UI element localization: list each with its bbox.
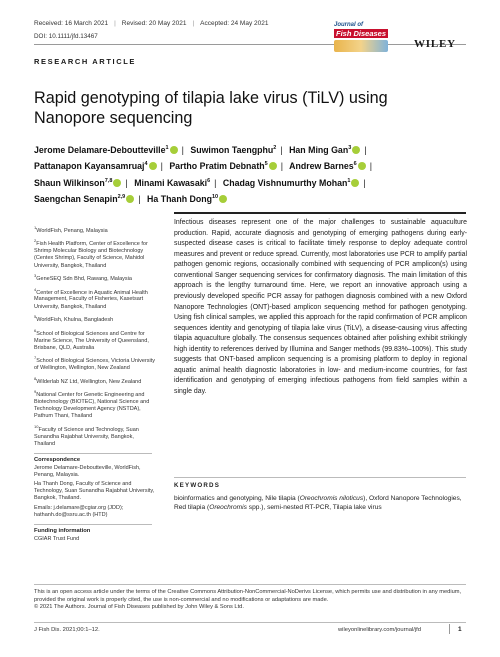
journal-reference: J Fish Dis. 2021;00:1–12. <box>34 627 100 633</box>
revised-date: Revised: 20 May 2021 <box>121 20 187 27</box>
funding-text: CGIAR Trust Fund <box>34 535 80 542</box>
affiliation: $^1$WorldFish, Penang, Malaysia <box>34 225 108 234</box>
article-type: RESEARCH ARTICLE <box>34 57 136 66</box>
orcid-icon[interactable] <box>149 162 157 170</box>
author: Partho Pratim Debnath$^5$ <box>169 161 276 171</box>
keywords: bioinformatics and genotyping, Nile tilapia (Oreochromis niloticus), Oxford Nanopore Technologies, Red tilapia (Oreochromis spp.), semi-nested RT-PCR, Tilapia lake virus <box>174 495 462 511</box>
author: Saengchan Senapin$^{2,9}$ <box>34 194 134 204</box>
keywords-heading: KEYWORDS <box>174 482 221 489</box>
correspondence-text: Jerome Delamare-Deboutteville, WorldFish, Penang, Malaysia. <box>34 465 141 479</box>
license-statement: This is an open access article under the terms of the Creative Commons Attribution-NonCommercial-NoDerivs License, which permits use and distribution in any medium, provided the original work is properly cited, the use is non-commercial and no modifications or adaptations are made. <box>34 589 462 603</box>
journal-logo <box>332 20 396 56</box>
funding-heading: Funding information <box>34 527 91 534</box>
affiliation: $^9$National Center for Genetic Engineering and Biotechnology (BIOTEC), National Science and Technology Development Agency (NSTDA), Pathum Thani, Thailand <box>34 389 150 420</box>
affiliation: $^4$Center of Excellence in Aquatic Animal Health Management, Faculty of Fisheries, Kasetsart University, Bangkok, Thailand <box>34 286 148 310</box>
affiliation: $^{10}$Faculty of Science and Technology, Suan Sunandha Rajabhat University, Bangkok, Thailand <box>34 423 139 447</box>
abstract-divider <box>174 212 466 214</box>
publisher-logo: WILEY <box>414 38 456 50</box>
affiliation: $^6$School of Biological Sciences and Centre for Marine Science, The University of Queensland, Brisbane, QLD, Australia <box>34 327 149 351</box>
copyright-statement: © 2021 The Authors. Journal of Fish Diseases published by John Wiley & Sons Ltd. <box>34 604 244 611</box>
affiliation: $^7$School of Biological Sciences, Victoria University of Wellington, Wellington, New Zealand <box>34 355 156 372</box>
affiliation: $^8$Wilderlab NZ Ltd, Wellington, New Zealand <box>34 375 142 385</box>
correspondence-divider <box>34 453 152 454</box>
funding-divider <box>34 524 152 525</box>
received-date: Received: 16 March 2021 <box>34 20 109 27</box>
orcid-icon[interactable] <box>219 195 227 203</box>
page-number: 1 <box>458 626 462 633</box>
left-column <box>34 224 156 545</box>
author: Jerome Delamare-Deboutteville$^1$ <box>34 145 178 155</box>
doi[interactable]: DOI: 10.1111/jfd.13467 <box>34 33 98 40</box>
header-divider <box>34 44 466 45</box>
orcid-icon[interactable] <box>351 179 359 187</box>
orcid-icon[interactable] <box>352 146 360 154</box>
author: Chadag Vishnumurthy Mohan$^1$ <box>223 178 360 188</box>
orcid-icon[interactable] <box>358 162 366 170</box>
abstract: Infectious diseases represent one of the major challenges to sustainable aquaculture production. Rapid, accurate diagnosis and genotyping of emerging pathogens during early-suspected disease cases is critical to facilitate timely response to deploy adequate control measures and prevent or reduce spread. Currently, most laboratories use PCR to amplify partial pathogen genomic regions, occasionally combined with sequencing of PCR amplicon(s) using conventional Sanger sequencing services for confirmatory diagnosis. The main limitation of this approach is the lengthy turnaround time. Here, we report an innovative approach using a previously developed specific PCR assay for pathogen diagnosis combined with a new Oxford Nanopore Technologies (ONT)-based amplicon sequencing method for pathogen genotyping. Using fish clinical samples, we applied this approach for the rapid confirmation of PCR amplicon sequences identity and genotyping of tilapia lake virus (TiLV), a disease-causing virus affecting tilapia aquaculture globally. The consensus sequences obtained after polishing exhibit strikingly high identity to references derived by Illumina and Sanger methods (99.83%–100%). This study suggests that ONT-based amplicon sequencing is a promising platform to deploy in regional aquatic animal health diagnostic laboratories in low- and medium-income countries, for fast identification and genotyping of emerging infectious pathogens from field samples within a single day. <box>174 219 467 395</box>
author: Minami Kawasaki$^6$ <box>134 177 211 188</box>
article-title: Rapid genotyping of tilapia lake virus (TiLV) using Nanopore sequencing <box>34 89 388 127</box>
correspondence-emails[interactable]: Emails: j.delamare@cgiar.org (JDD); hathanh.do@ssru.ac.th (HTD) <box>34 504 124 518</box>
page-separator <box>449 624 450 634</box>
author: Ha Thanh Dong$^{10}$ <box>147 194 227 204</box>
correspondence-heading: Correspondence <box>34 456 81 463</box>
journal-url[interactable]: wileyonlinelibrary.com/journal/jfd <box>338 627 422 633</box>
author-list: Jerome Delamare-Deboutteville$^1$ | Suwimon Taengphu$^2$ | Han Ming Gan$^3$ | Pattanapon Kayansamruaj$^4$ | Partho Pratim Debnath$^5$ | Andrew Barnes$^6$ | Shaun Wilkinson$^{7,8}$ | Minami Kawasaki$^6$ | Chadag Vishnumurthy Mohan$^1$ | Saengchan Senapin$^{2,9}$ | Ha Thanh Dong$^{10}$ <box>34 144 373 205</box>
author: Shaun Wilkinson$^{7,8}$ <box>34 178 121 188</box>
author: Pattanapon Kayansamruaj$^4$ <box>34 161 157 171</box>
orcid-icon[interactable] <box>126 195 134 203</box>
orcid-icon[interactable] <box>113 179 121 187</box>
journal-logo-line2: Fish Diseases <box>336 29 387 38</box>
correspondence-text: Ha Thanh Dong, Faculty of Science and Technology, Suan Sunandha Rajabhat University, Bangkok, Thailand. <box>34 481 155 502</box>
author: Suwimon Taengphu$^2$ <box>190 144 277 155</box>
affiliation: $^5$WorldFish, Khulna, Bangladesh <box>34 314 114 323</box>
license-text <box>34 589 466 612</box>
article-dates: Received: 16 March 2021 | Revised: 20 May 2021 | Accepted: 24 May 2021 <box>34 20 269 27</box>
author: Han Ming Gan$^3$ <box>289 145 360 155</box>
orcid-icon[interactable] <box>170 146 178 154</box>
affiliation: $^3$GeneSEQ Sdn Bhd, Rawang, Malaysia <box>34 273 132 282</box>
orcid-icon[interactable] <box>269 162 277 170</box>
accepted-date: Accepted: 24 May 2021 <box>200 20 269 27</box>
journal-logo-line1: Journal of <box>334 22 364 28</box>
affiliation: $^2$Fish Health Platform, Center of Excellence for Shrimp Molecular Biology and Biotechnology (Centex Shrimp), Faculty of Science, Mahidol University, Bangkok, Thailand <box>34 238 148 269</box>
footer-divider-bottom <box>34 622 466 623</box>
fish-graphic <box>334 40 388 52</box>
author: Andrew Barnes$^6$ <box>289 161 366 171</box>
keywords-divider <box>174 477 466 478</box>
footer-divider <box>34 584 466 585</box>
